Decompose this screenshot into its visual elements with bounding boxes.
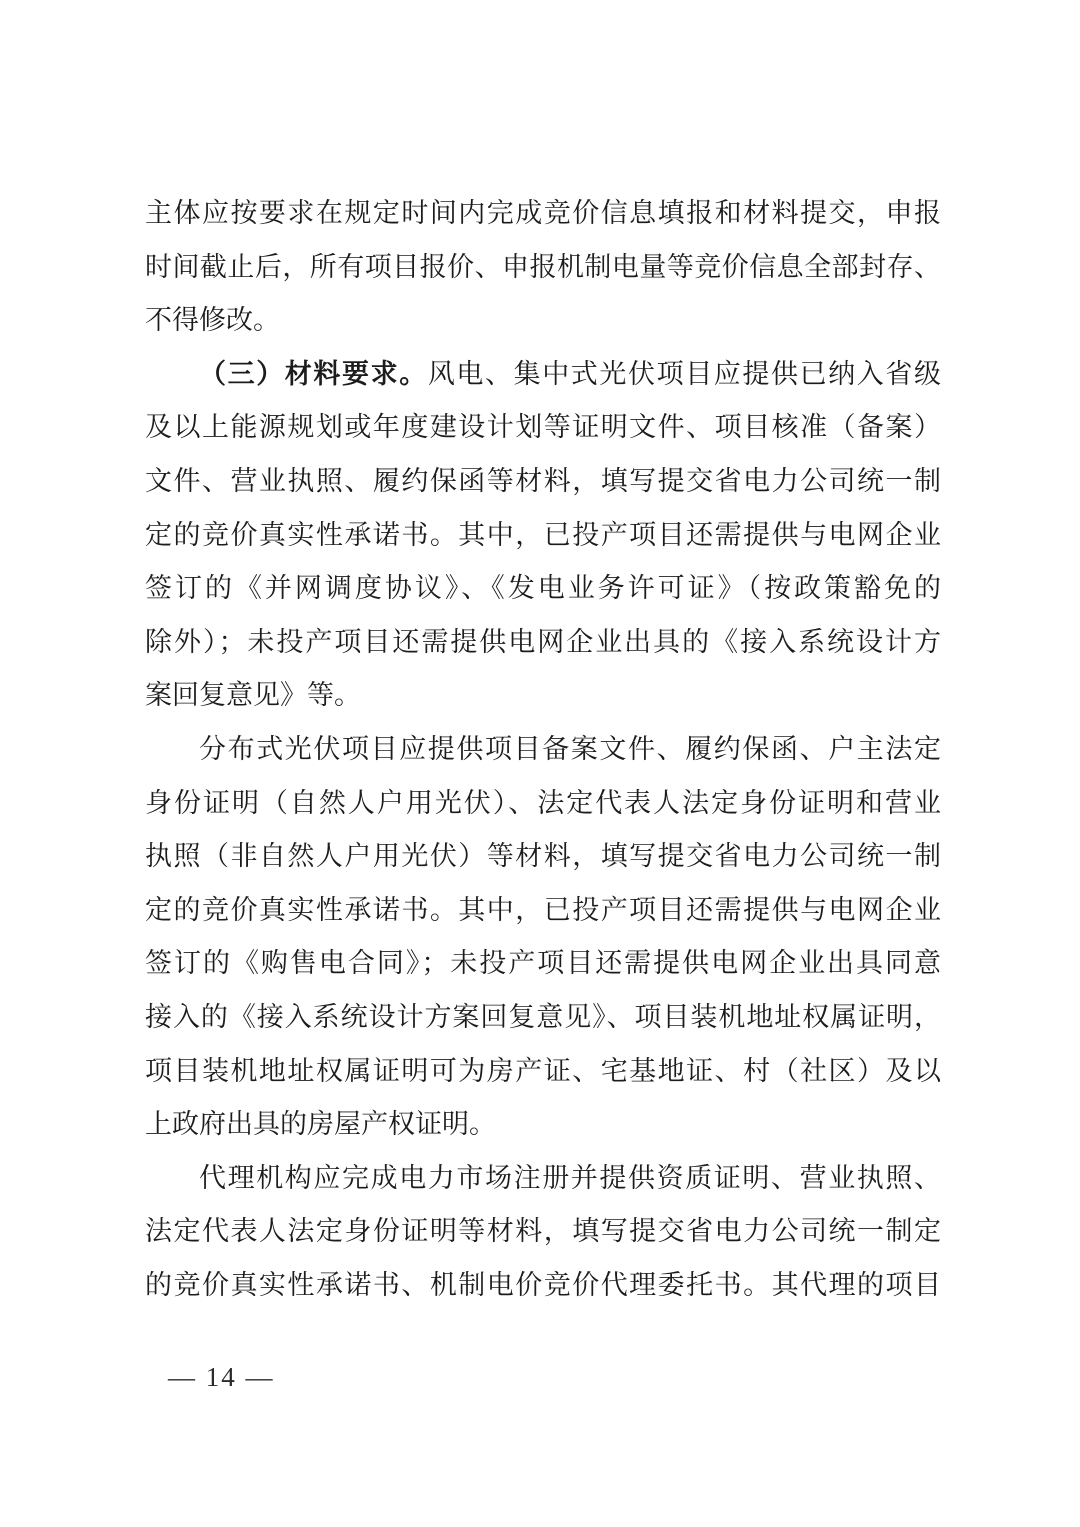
text-line (145, 348, 941, 402)
text-line: 分布式光伏项目应提供项目备案文件、履约保函、户主法定 (199, 733, 941, 764)
document-body-text (145, 187, 941, 1312)
text-line: 文件、营业执照、履约保函等材料，填写提交省电力公司统一制 (145, 465, 941, 496)
text-line: 签订的《购售电合同》；未投产项目还需提供电网企业出具同意 (145, 948, 941, 979)
text-line: 代理机构应完成电力市场注册并提供资质证明、营业执照、 (199, 1162, 941, 1193)
paragraph-agency-requirements (145, 1152, 941, 1313)
text-line: 不得修改。 (145, 305, 280, 336)
text-line: 案回复意见》等。 (145, 680, 361, 711)
text-line: 定的竞价真实性承诺书。其中，已投产项目还需提供与电网企业 (145, 894, 941, 925)
text-line: 时间截止后，所有项目报价、申报机制电量等竞价信息全部封存、 (145, 251, 941, 282)
text-line: 法定代表人法定身份证明等材料，填写提交省电力公司统一制定 (145, 1216, 941, 1247)
text-line: 上政府出具的房屋产权证明。 (145, 1109, 496, 1140)
text-line: 定的竞价真实性承诺书。其中，已投产项目还需提供与电网企业 (145, 519, 941, 550)
page-number: — 14 — (168, 1362, 275, 1392)
text-line: 主体应按要求在规定时间内完成竞价信息填报和材料提交，申报 (145, 198, 941, 228)
paragraph-distributed-pv (145, 723, 941, 1152)
section-heading-bold: （三）材料要求。 (199, 358, 428, 389)
text-line: 身份证明（自然人户用光伏）、法定代表人法定身份证明和营业 (145, 787, 941, 818)
text-line: 除外）；未投产项目还需提供电网企业出具的《接入系统设计方 (145, 626, 941, 657)
text-line: 执照（非自然人户用光伏）等材料，填写提交省电力公司统一制 (145, 841, 941, 872)
paragraph-material-requirements (145, 348, 941, 723)
text-line: 项目装机地址权属证明可为房产证、宅基地证、村（社区）及以 (145, 1055, 941, 1086)
text-line: 签订的《并网调度协议》、《发电业务许可证》（按政策豁免的 (145, 573, 941, 604)
text-line: 的竞价真实性承诺书、机制电价竞价代理委托书。其代理的项目 (145, 1269, 941, 1300)
paragraph-deadline-rules (145, 187, 941, 348)
text-line: 及以上能源规划或年度建设计划等证明文件、项目核准（备案） (145, 412, 941, 443)
section-heading-tail-text: 风电、集中式光伏项目应提供已纳入省级 (427, 358, 942, 389)
text-line: 接入的《接入系统设计方案回复意见》、项目装机地址权属证明， (145, 1001, 941, 1032)
